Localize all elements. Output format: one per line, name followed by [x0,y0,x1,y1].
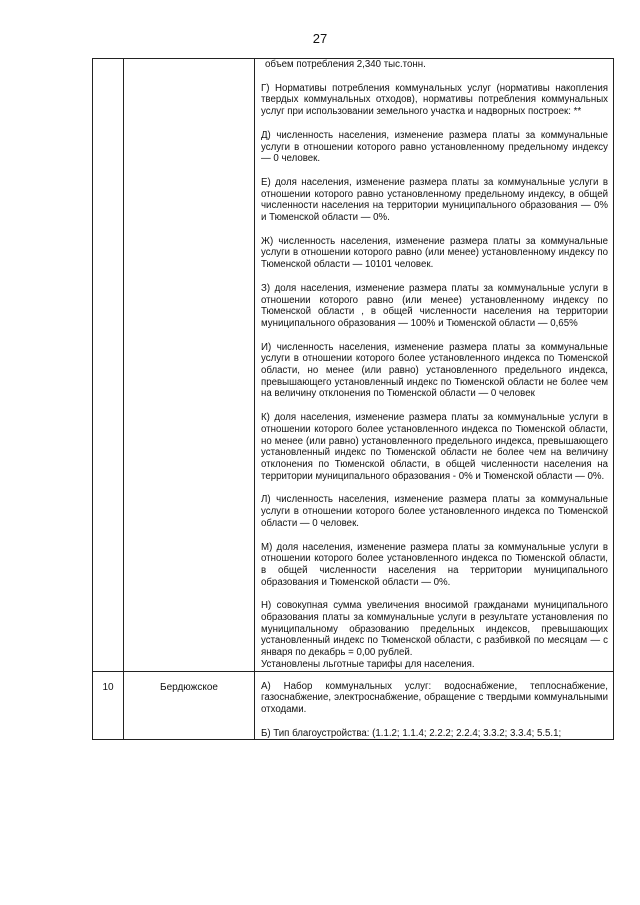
paragraph: М) доля населения, изменение размера платы за коммунальные услуги в отношении которого более установленного индекса по Тюменской области, в общей численности населения на территории муниципального образования и Тюменской области — 0%. [261,541,608,588]
document-table [92,58,614,740]
page-number: 27 [312,31,328,46]
paragraph: Установлены льготные тарифы для населения. [261,658,475,670]
paragraph: Ж) численность населения, изменение размера платы за коммунальные услуги в отношении которого равно (или менее) установленному индексу по Тюменской области — 10101 человек. [261,235,608,271]
paragraph: К) доля населения, изменение размера платы за коммунальные услуги в отношении которого более установленного индекса по Тюменской области, но менее (или равно) установленного предельного индекса, превышающего установленный индекс по Тюменской области не более чем на величину отклонения по Тюменской области, в общей численности населения на территории муниципального образования - 0% и Тюменской области — 0%. [261,412,608,482]
municipality-cell [124,59,255,672]
paragraph: Л) численность населения, изменение размера платы за коммунальные услуги в отношении которого более установленного индекса по Тюменской области — 0 человек. [261,494,608,529]
municipality-name: Бердюжское [160,681,218,693]
municipality-name [124,59,254,69]
description-cell [255,59,614,672]
table-row [93,671,614,740]
paragraph: Д) численность населения, изменение размера платы за коммунальные услуги в отношении которого равно установленному предельному индексу — 0 человек. [261,129,608,165]
paragraph: И) численность населения, изменение размера платы за коммунальные услуги в отношении которого более установленного индекса по Тюменской области, но менее (или равно) установленного предельного индекса, превышающего установленный индекс по Тюменской области не более чем на величину отклонения по Тюменской области — 0 человек [261,341,608,400]
paragraph: Б) Тип благоустройства: (1.1.2; 1.1.4; 2.2.2; 2.2.4; 3.3.2; 3.3.4; 5.5.1; [261,727,562,739]
paragraph: Г) Нормативы потребления коммунальных услуг (нормативы накопления твердых коммунальных отходов), нормативы потребления коммунальных услуг при использовании земельного участка и надворных построек: ** [261,82,608,118]
paragraph: объем потребления 2,340 тыс.тонн. [265,59,426,70]
municipality-cell [124,671,255,740]
description-cell [255,671,614,740]
row-number-cell [93,59,124,672]
paragraph: З) доля населения, изменение размера платы за коммунальные услуги в отношении которого равно (или менее) установленному индексу по Тюменской области , в общей численности населения на территории муниципального образования — 100% и Тюменской области — 0,65% [261,282,608,329]
paragraph: Е) доля населения, изменение размера платы за коммунальные услуги в отношении которого равно установленному предельному индексу, в общей численности населения на территории муниципального образования — 0% и Тюменской области — 0%. [261,176,608,224]
paragraph: Н) совокупная сумма увеличения вносимой гражданами муниципального образования платы за коммунальные услуги в результате установления по муниципальному образованию предельных индексов, превышающих установленный индекс по Тюменской области, с разбивкой по месяцам — с января по декабрь = 0,00 рублей. [261,600,608,659]
table-row [93,59,614,672]
row-number: 10 [102,681,114,693]
row-number-cell [93,671,124,740]
paragraph: А) Набор коммунальных услуг: водоснабжение, теплоснабжение, газоснабжение, электроснабжение, обращение с твердыми коммунальными отходами. [261,680,608,715]
row-number [93,59,123,69]
